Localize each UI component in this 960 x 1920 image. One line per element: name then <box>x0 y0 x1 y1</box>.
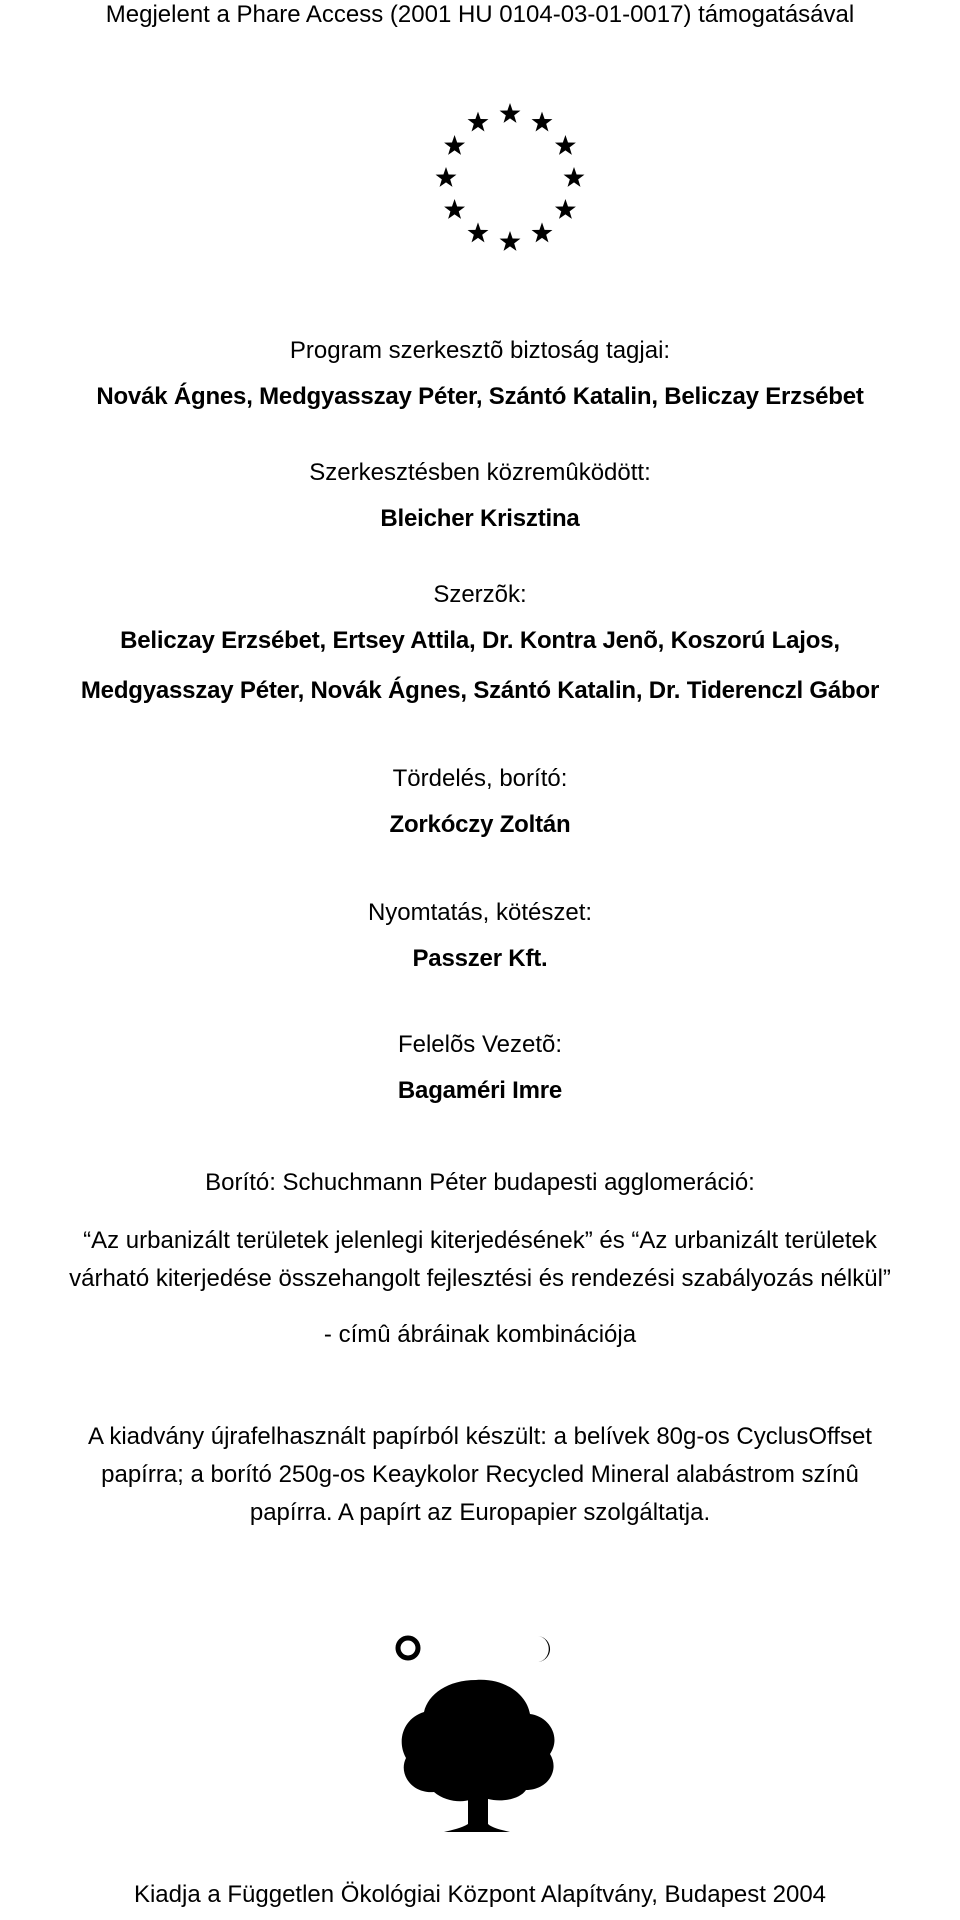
star-icon <box>555 199 576 219</box>
star-icon <box>444 135 465 155</box>
authors-line-2: Medgyasszay Péter, Novák Ágnes, Szántó Katalin, Dr. Tiderenczl Gábor <box>80 677 880 704</box>
authors-label: Szerzõk: <box>433 581 527 608</box>
tree-sun-moon-logo-icon <box>378 1628 578 1838</box>
paper-line-3: papírra. A papírt az Europapier szolgáltatja. <box>249 1499 711 1526</box>
star-icon <box>532 112 553 132</box>
editorial-board-label: Program szerkesztõ biztoság tagjai: <box>289 337 671 364</box>
star-icon <box>500 103 521 123</box>
cover-line-1: Borító: Schuchmann Péter budapesti agglomeráció: <box>205 1169 755 1196</box>
editorial-board-names: Novák Ágnes, Medgyasszay Péter, Szántó Katalin, Beliczay Erzsébet <box>96 383 864 410</box>
support-line: Megjelent a Phare Access (2001 HU 0104-03-01-0017) támogatásával <box>105 1 855 28</box>
star-icon <box>468 222 489 242</box>
cover-line-2: “Az urbanizált területek jelenlegi kiterjedésének” és “Az urbanizált területek <box>83 1227 877 1254</box>
star-icon <box>555 135 576 155</box>
sun-icon <box>398 1638 418 1658</box>
paper-line-2: papírra; a borító 250g-os Keaykolor Recycled Mineral alabástrom színû <box>101 1461 859 1488</box>
cover-line-3: várható kiterjedése összehangolt fejlesztési és rendezési szabályozás nélkül” <box>69 1265 891 1292</box>
printing-names: Passzer Kft. <box>412 945 548 972</box>
paper-line-1: A kiadvány újrafelhasznált papírból készült: a belívek 80g-os CyclusOffset <box>88 1423 872 1450</box>
contributor-label: Szerkesztésben közremûködött: <box>309 459 651 486</box>
star-icon <box>468 112 489 132</box>
contributor-names: Bleicher Krisztina <box>380 505 580 532</box>
eu-stars-emblem-icon <box>420 88 600 268</box>
layout-label: Tördelés, borító: <box>392 765 568 792</box>
star-icon <box>532 222 553 242</box>
star-icon <box>436 167 457 187</box>
star-icon <box>564 167 585 187</box>
authors-line-1: Beliczay Erzsébet, Ertsey Attila, Dr. Kontra Jenõ, Koszorú Lajos, <box>120 627 840 654</box>
moon-icon <box>536 1636 550 1662</box>
printing-label: Nyomtatás, kötészet: <box>367 899 593 926</box>
publisher-line: Kiadja a Független Ökológiai Központ Alapítvány, Budapest 2004 <box>133 1881 827 1908</box>
star-icon <box>444 199 465 219</box>
manager-label: Felelõs Vezetõ: <box>397 1031 563 1058</box>
star-icon <box>500 231 521 251</box>
manager-names: Bagaméri Imre <box>397 1077 563 1104</box>
cover-line-4: - címû ábráinak kombinációja <box>323 1321 637 1348</box>
layout-names: Zorkóczy Zoltán <box>389 811 571 838</box>
